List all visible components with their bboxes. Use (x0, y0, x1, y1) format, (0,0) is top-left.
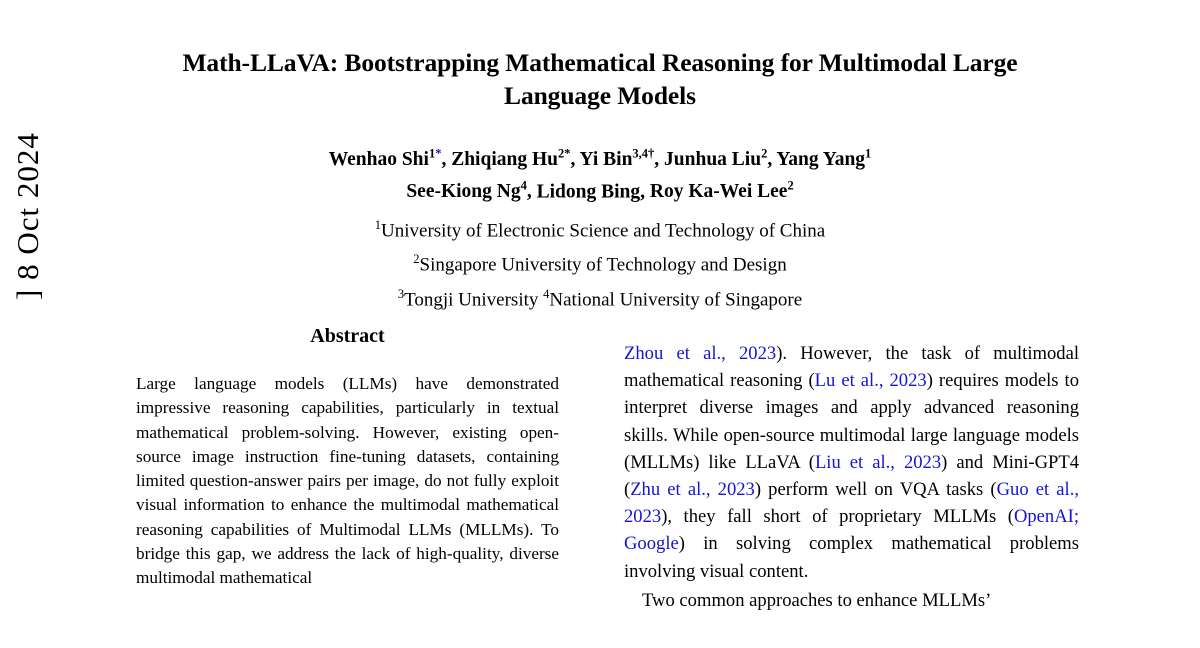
author-entry: See-Kiong Ng$^4$, (406, 178, 537, 202)
paper-content (120, 0, 1080, 648)
author-sup: 2 (761, 146, 768, 160)
author-sup: 2 (787, 178, 794, 193)
author-sup: 1* (428, 146, 442, 160)
author-entry: Wenhao Shi$^{1*}$, (328, 146, 452, 170)
page-title: Math-LLaVA: Bootstrapping Mathematical Reasoning for Multimodal Large Language Models (182, 48, 1018, 110)
affiliation-line: $^3$Tongji University $^4$National University of Singapore (397, 286, 803, 310)
author-list (120, 140, 1080, 205)
author-entry: Yi Bin$^{3,4\dagger}$, (579, 146, 665, 170)
citation-link[interactable]: OpenAI; Google (624, 506, 1079, 555)
two-column-body (120, 325, 1080, 614)
author-line-1 (120, 140, 1080, 173)
affiliation-list (120, 211, 1080, 314)
author-line-2 (120, 173, 1080, 206)
affiliation-line: $^1$University of Electronic Science and Technology of China (374, 218, 826, 242)
left-column (120, 325, 575, 614)
author-sup: 4 (520, 178, 527, 193)
affiliation-sup: 1 (374, 218, 382, 232)
affiliation-sup: 3 (397, 286, 405, 301)
author-entry: Junhua Liu$^2$, (664, 146, 777, 170)
abstract-text: Large language models (LLMs) have demonstrated impressive reasoning capabilities, particularly in textual mathematical problem-solving. However, existing open-source image instruction fine-tuning datasets, containing limited question-answer pairs per image, do not fully exploit visual information to enhance the multimodal mathematical reasoning capabilities of Multimodal LLMs (MLLMs). To bridge this gap, we address the lack of high-quality, diverse multimodal mathematical (136, 374, 559, 588)
author-entry: Yang Yang$^1$ (776, 146, 872, 170)
author-entry: Zhiqiang $Hu^{2*}$, (451, 146, 580, 170)
abstract-heading: Abstract (310, 325, 385, 347)
right-column (624, 325, 1079, 614)
citation-year[interactable]: , 2023 (890, 451, 942, 473)
affiliation-line: $^2$Singapore University of Technology and Design (413, 252, 787, 276)
body-paragraph: Zhou et al., 2023). However, the task of multimodal mathematical reasoning (Lu et al., 2023) requires models to interpret diverse images and apply advanced reasoning skills. While open-source multimodal large language models (MLLMs) like LLaVA (Liu et al., 2023) and Mini-GPT4 (Zhu et al., 2023) perform well on VQA tasks (Guo et al., 2023), they fall short of proprietary MLLMs (OpenAI; Google) in solving complex mathematical problems involving visual content. (624, 343, 1080, 582)
citation-link[interactable]: Liu et al. (814, 451, 891, 473)
citation-link[interactable]: Lu et al., 2023 (814, 370, 927, 392)
citation-link[interactable]: Guo et al., 2023 (624, 479, 1080, 528)
citation-link[interactable]: Zhou et al., 2023 (624, 343, 777, 364)
affiliation-sup: 4 (543, 286, 550, 301)
author-entry: Roy Ka-Wei Lee$^2$ (649, 178, 794, 202)
author-entry: Lidong Bing, (536, 181, 650, 202)
affiliation-sup: 2 (413, 252, 420, 267)
arxiv-date-stamp: ] 8 Oct 2024 (10, 132, 45, 300)
citation-link[interactable]: Zhu et al., 2023 (630, 479, 755, 501)
body-paragraph: Two common approaches to enhance MLLMs’ (642, 589, 992, 611)
author-sup: 2* (557, 146, 571, 160)
author-sup: 3,4† (632, 146, 655, 160)
author-sup: 1 (865, 146, 872, 160)
